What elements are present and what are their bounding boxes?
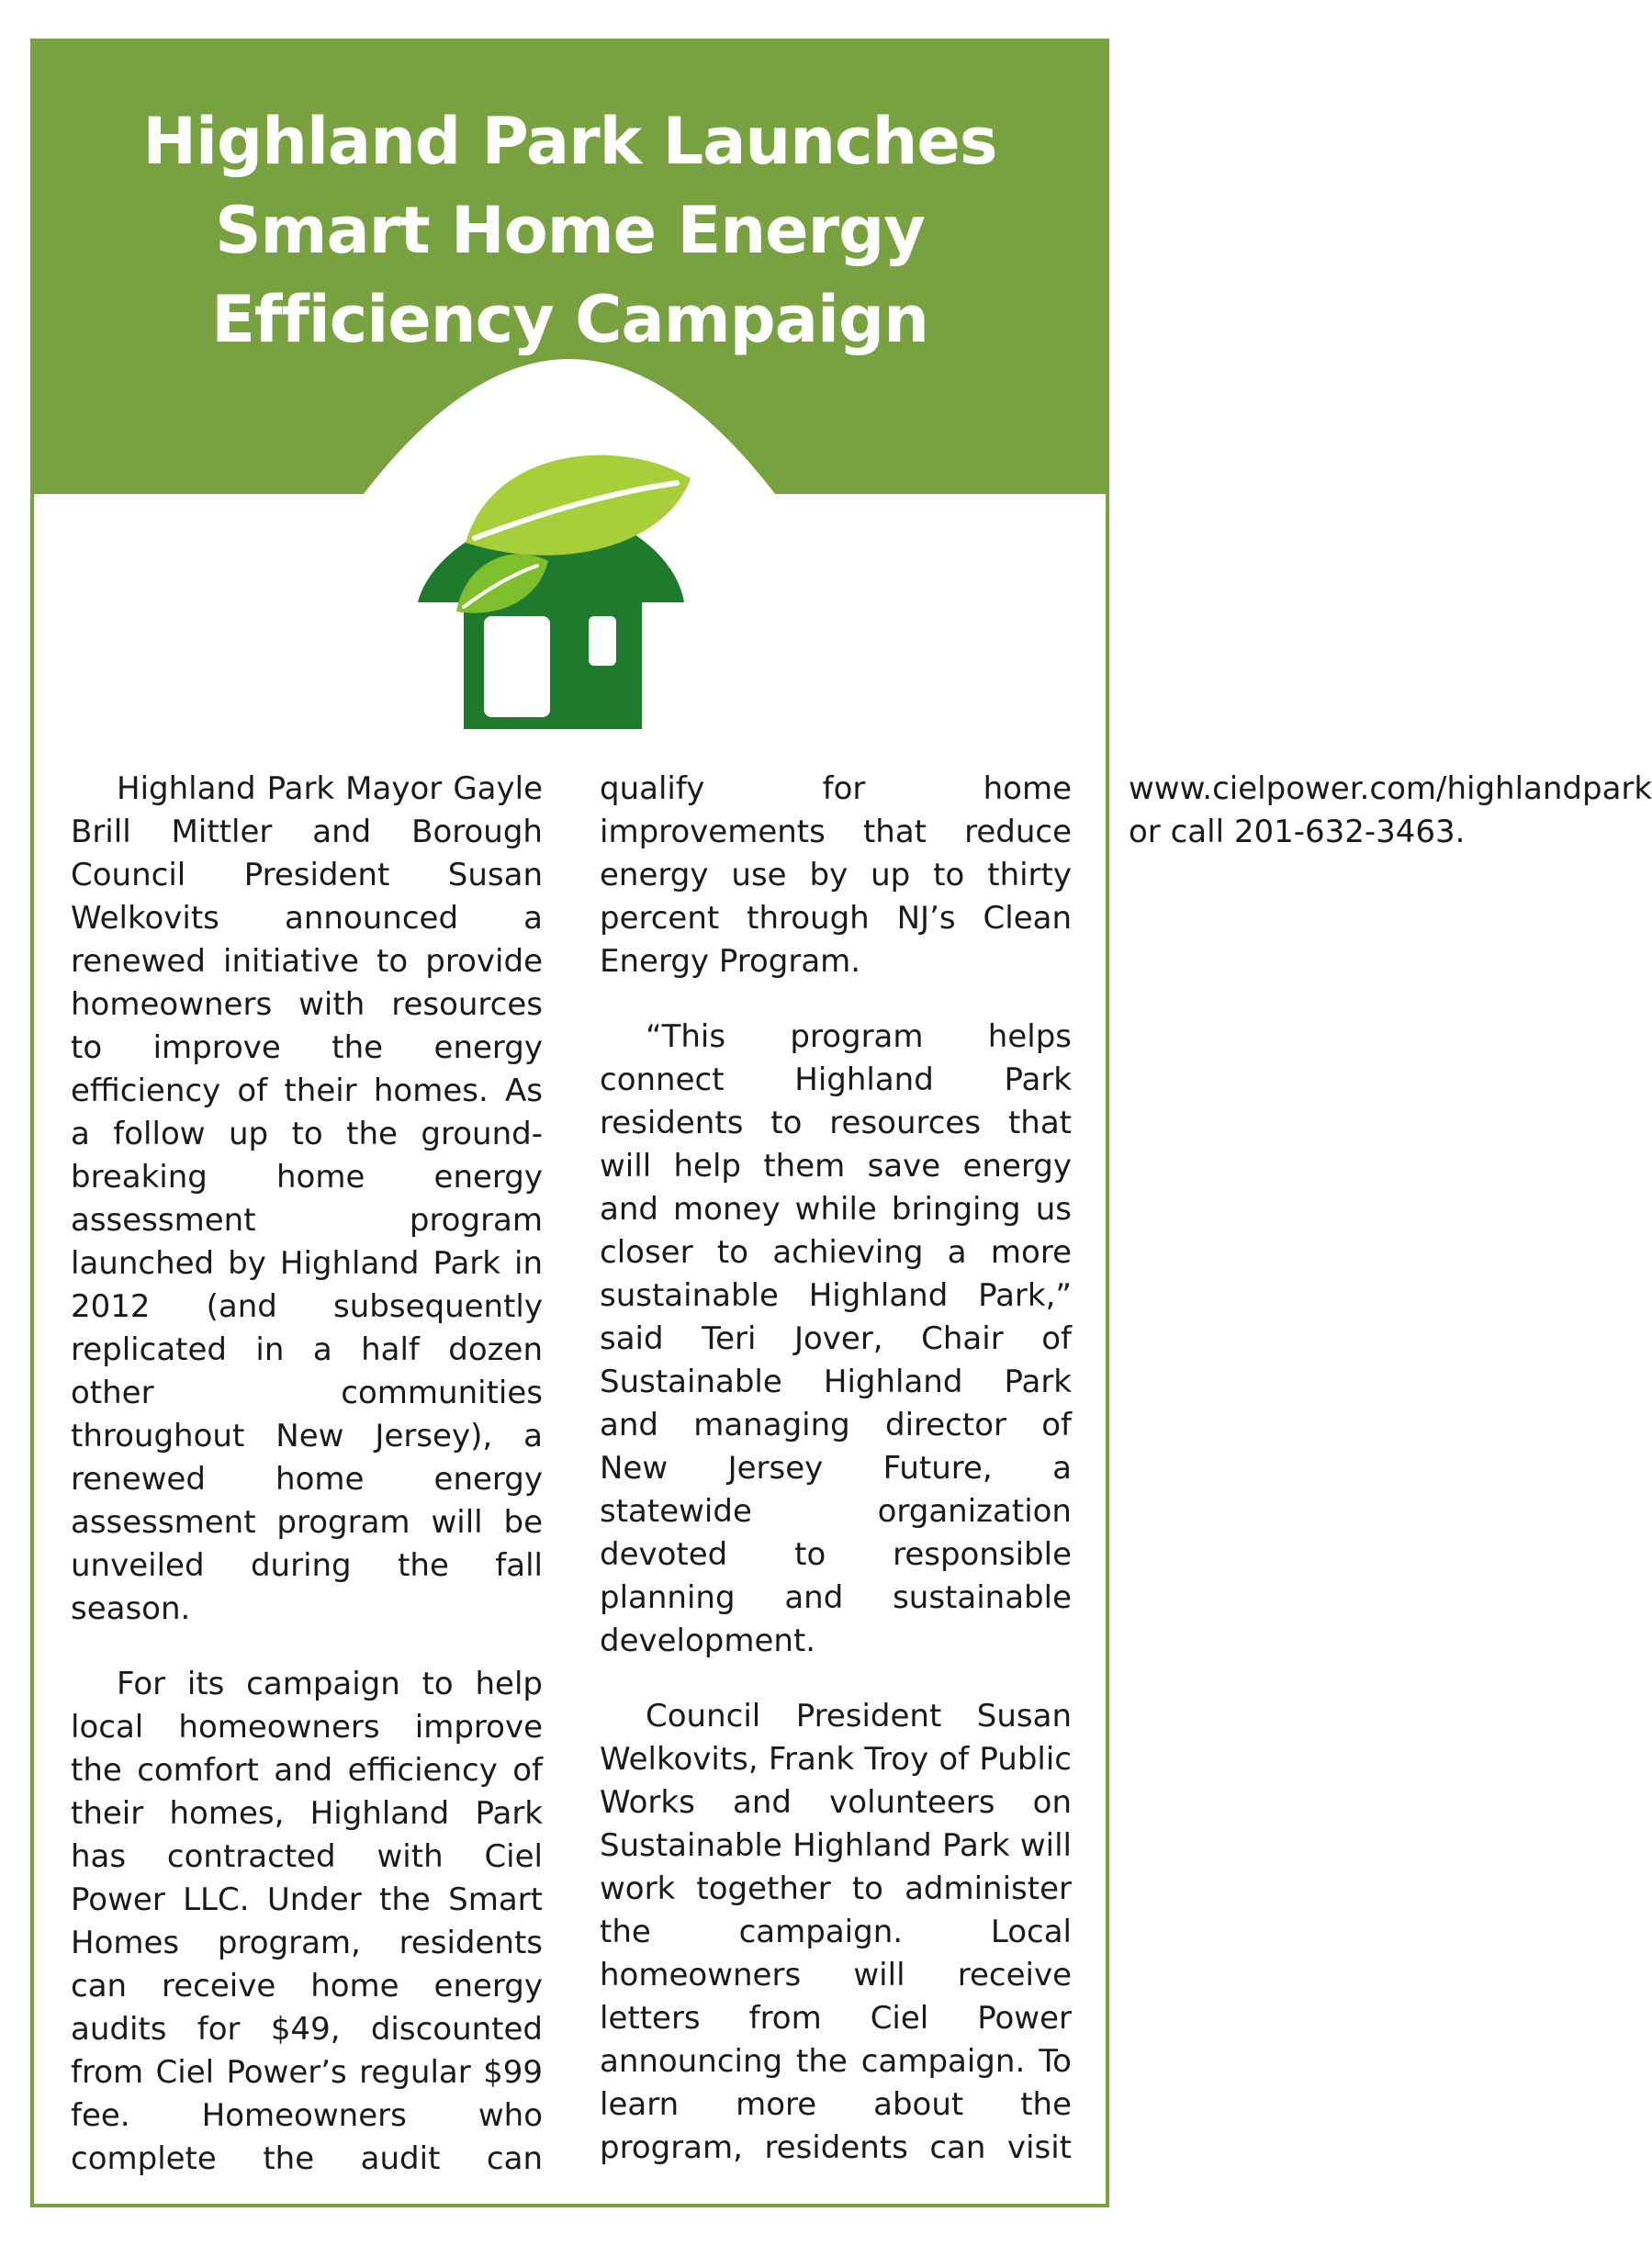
article-paragraph: “This program helps connect Highland Park residents to resources that will help them save energy and money while bringing us closer to achieving a more sustainable Highland Park,” said Teri Jover, Chair of Sustainable Highland Park and managing director of New Jersey Future, a statewide organization devoted to responsible planning and sustainable development. (600, 1018, 1072, 1659)
house-window (589, 616, 616, 666)
article-paragraph: Council President Susan Welkovits, Frank Troy of Public Works and volunteers on Sustainable Highland Park will work together to administer the campaign. Local homeowners will receive letters from Ciel Power announcing the campaign. To learn more about the program, residents can visit www.cielpower.com/highlandpark or call 201-632-3463. (600, 770, 1652, 2166)
logo-area (34, 42, 1106, 777)
title-line: Smart Home Energy (215, 193, 925, 268)
house-door (484, 616, 550, 717)
green-house-leaf-icon (418, 455, 691, 729)
title-line: Efficiency Campaign (211, 282, 928, 357)
article-frame (30, 39, 1652, 2207)
article-body (71, 768, 1652, 2182)
article-paragraph: Highland Park Mayor Gayle Brill Mittler and Borough Council President Susan Welkovits announced a renewed initiative to provide homeowners with resources to improve the energy efficiency of their homes. As a follow up to the ground-breaking home energy assessment program launched by Highland Park in 2012 (and subsequently replicated in a half dozen other communities throughout New Jersey), a renewed home energy assessment program will be unveiled during the fall season. (71, 770, 543, 1627)
title-line: Highland Park Launches (142, 104, 997, 179)
article-paragraph: For its campaign to help local homeowners improve the comfort and efficiency of their homes, Highland Park has contracted with Ciel Power LLC. Under the Smart Homes program, residents can receive home energy audits for $49, discounted from Ciel Power’s regular $99 fee. Homeowners who complete the audit can qualify for home improvements that reduce energy use by up to thirty percent through NJ’s Clean Energy Program. (71, 770, 1072, 2177)
